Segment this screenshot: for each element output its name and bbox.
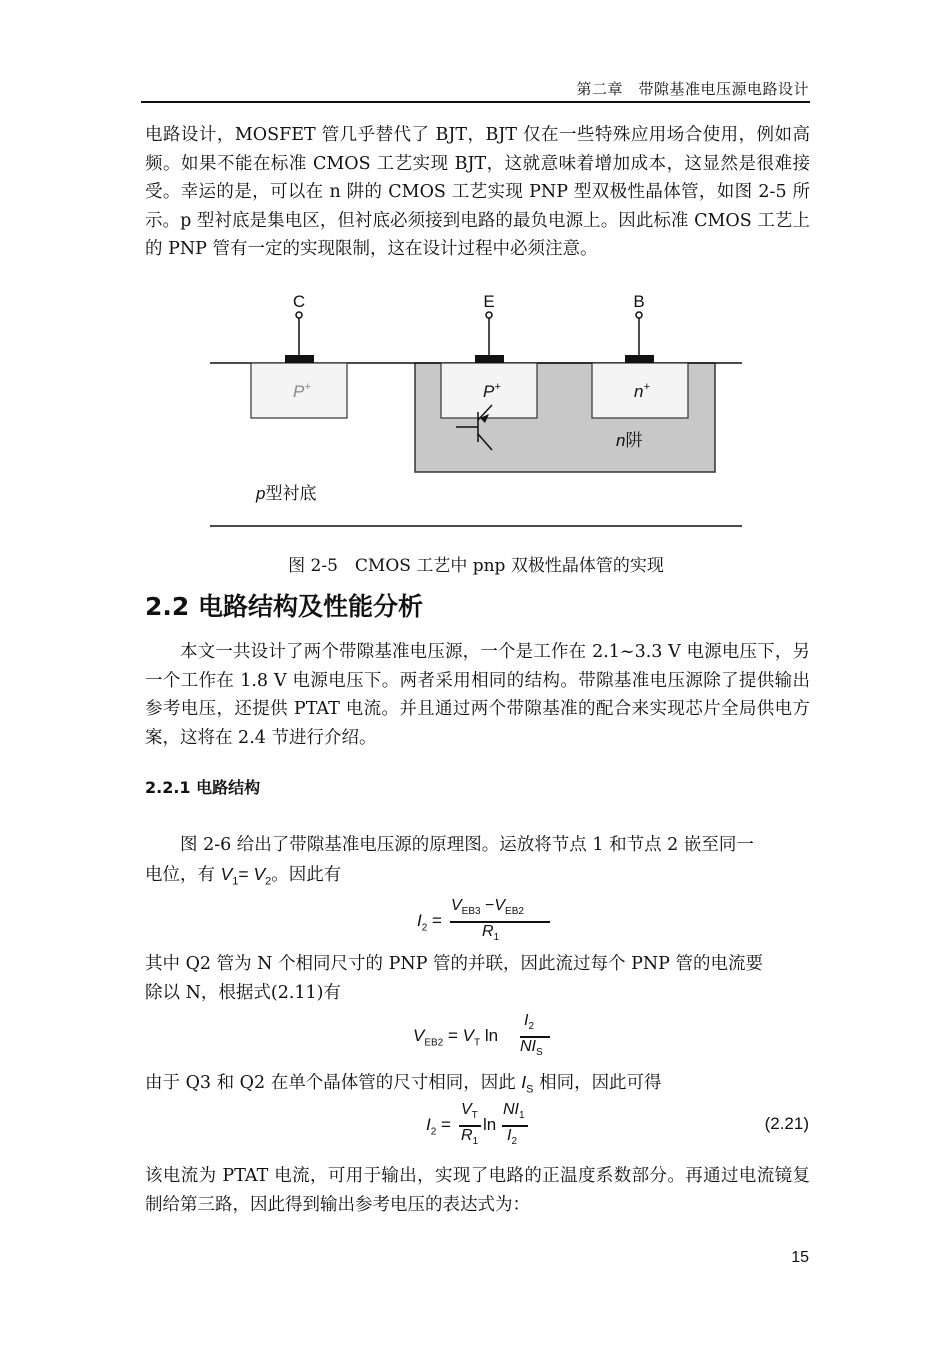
equation-number: (2.21)	[764, 1114, 809, 1133]
paragraph-3-line-2: 电位，有 $V_1= V_2$。因此有	[145, 863, 342, 887]
nwell-label: n阱	[616, 431, 643, 451]
terminal-b-node	[636, 312, 642, 318]
paragraph-6-text: 该电流为 PTAT 电流，可用于输出，实现了电路的正温度系数部分。再通过电流镜复制给第三路，因此得到输出参考电压的表达式为：	[145, 1166, 810, 1215]
paragraph-4-line-2: 除以 N，根据式(2.11)有	[145, 982, 341, 1003]
terminal-c-label: C	[292, 292, 306, 311]
equation-2: $V_{EB2} = V_T$ ln $I_2$ $NI_S$	[413, 1010, 563, 1065]
page-number: 15	[791, 1249, 809, 1266]
fraction-bar	[450, 921, 550, 923]
paragraph-1-text: 电路设计，MOSFET 管几乎替代了 BJT，BJT 仅在一些特殊应用场合使用，例如高频。如果不能在标准 CMOS 工艺实现 BJT，这就意味着增加成本，这显然是很难接受。幸运的是，可以在 n 阱的 CMOS 工艺实现 PNP 型双极性晶体管，如图 2-5 所示。p 型衬底是集电区，但衬底必须接到电路的最负电源上。因此标准 CMOS 工艺上的 PNP 管有一定的实现限制，这在设计过程中必须注意。	[145, 125, 810, 259]
equation-3: $I_2$ = $V_T$ $R_1$ ln $NI_1$ $I_2$	[426, 1098, 566, 1156]
n-plus-base-label: n+	[634, 381, 650, 401]
paragraph-6	[145, 1162, 810, 1219]
substrate-label: p型衬底	[256, 484, 317, 504]
paragraph-3-line-1: 图 2-6 给出了带隙基准电压源的原理图。运放将节点 1 和节点 2 嵌至同一	[180, 835, 754, 855]
paragraph-4	[145, 950, 810, 1007]
paragraph-5-line: 由于 Q3 和 Q2 在单个晶体管的尺寸相同，因此 $I_S$ 相同，因此可得	[145, 1072, 662, 1096]
figure-caption: 图 2-5 CMOS 工艺中 pnp 双极性晶体管的实现	[288, 556, 664, 576]
contact-c	[285, 355, 314, 363]
terminal-e-node	[486, 312, 492, 318]
running-header: 第二章 带隙基准电压源电路设计	[576, 80, 809, 98]
equation-1: $I_2$ = $V_{EB3} -V_{EB2}$ $R_1$	[417, 895, 557, 950]
paragraph-2	[145, 638, 810, 752]
paragraph-3	[145, 831, 810, 896]
paragraph-2-text: 本文一共设计了两个带隙基准电压源，一个是工作在 2.1~3.3 V 电源电压下，另一个工作在 1.8 V 电源电压下。两者采用相同的结构。带隙基准电压源除了提供输出参考电压，还提供 PTAT 电流。并且通过两个带隙基准的配合来实现芯片全局供电方案，这将在 2.4 节进行介绍。	[145, 642, 810, 748]
figure-2-5-diagram	[0, 285, 952, 535]
contact-b	[625, 355, 654, 363]
terminal-b-label: B	[633, 292, 645, 311]
p-plus-collector-label: P+	[293, 381, 311, 401]
section-title: 2.2 电路结构及性能分析	[145, 592, 423, 621]
subsection-title: 2.2.1 电路结构	[145, 778, 261, 797]
p-plus-emitter-label: P+	[483, 381, 501, 401]
header-rule	[141, 101, 810, 103]
paragraph-4-line-1: 其中 Q2 管为 N 个相同尺寸的 PNP 管的并联，因此流过每个 PNP 管的电流要	[145, 954, 764, 974]
paragraph-1	[145, 121, 810, 264]
contact-e	[475, 355, 504, 363]
terminal-e-label: E	[483, 292, 495, 311]
terminal-c-node	[296, 312, 302, 318]
